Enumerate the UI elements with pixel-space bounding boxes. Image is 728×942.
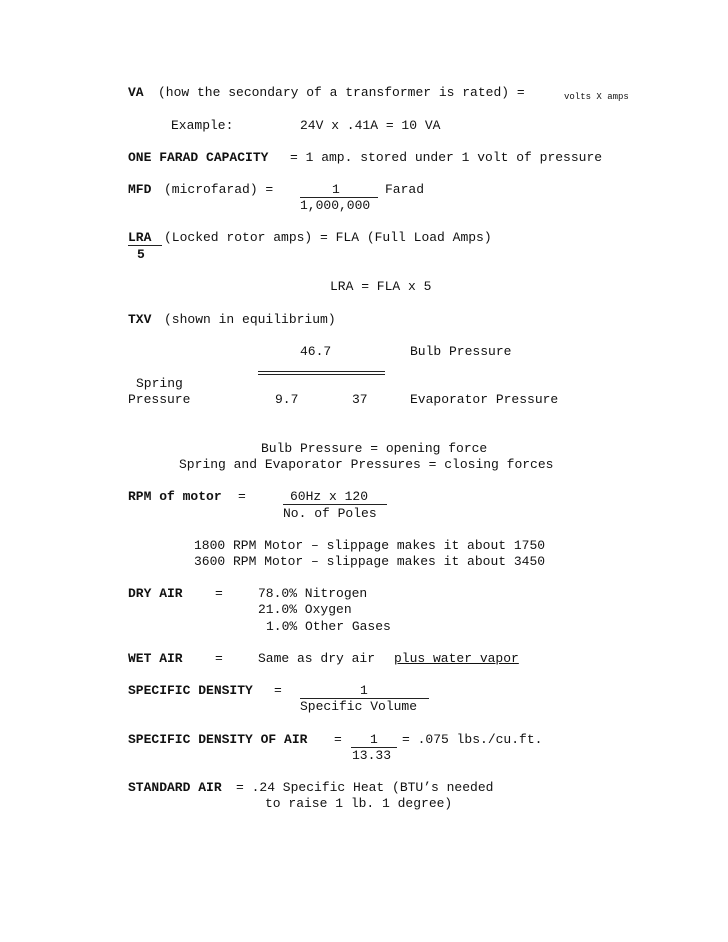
sd-air-numerator: 1 — [370, 732, 378, 747]
va-example-value: 24V x .41A = 10 VA — [300, 118, 441, 133]
mfd-term: MFD — [128, 182, 152, 197]
txv-bulb-value: 46.7 — [300, 344, 332, 359]
txv-divider-top — [258, 371, 385, 372]
farad-description: = 1 amp. stored under 1 volt of pressure — [290, 150, 603, 165]
sd-air-term: SPECIFIC DENSITY OF AIR — [128, 732, 308, 747]
specific-density-equals: = — [274, 683, 282, 698]
txv-opening-force: Bulb Pressure = opening force — [261, 441, 488, 456]
specific-density-denominator: Specific Volume — [300, 699, 418, 714]
rpm-fraction-bar — [283, 504, 387, 505]
sd-air-result: = .075 lbs./cu.ft. — [402, 732, 543, 747]
lra-term: LRA — [128, 230, 152, 245]
txv-closing-forces: Spring and Evaporator Pressures = closing forces — [179, 457, 554, 472]
mfd-description: (microfarad) = — [164, 182, 274, 197]
txv-evap-value: 37 — [352, 392, 368, 407]
specific-density-numerator: 1 — [360, 683, 368, 698]
txv-evap-label: Evaporator Pressure — [410, 392, 559, 407]
rpm-equals: = — [238, 489, 246, 504]
txv-term: TXV — [128, 312, 152, 327]
rpm-term: RPM of motor — [128, 489, 222, 504]
txv-description: (shown in equilibrium) — [164, 312, 336, 327]
va-example-label: Example: — [171, 118, 234, 133]
sd-air-denominator: 13.33 — [352, 748, 392, 763]
lra-fraction-bar — [128, 245, 162, 246]
sd-air-equals: = — [334, 732, 342, 747]
va-description: (how the secondary of a transformer is rated) = — [158, 85, 525, 100]
dry-air-term: DRY AIR — [128, 586, 183, 601]
standard-air-term: STANDARD AIR — [128, 780, 222, 795]
rpm-line-1800: 1800 RPM Motor – slippage makes it about 1750 — [194, 538, 546, 553]
rpm-denominator: No. of Poles — [283, 506, 377, 521]
txv-bulb-label: Bulb Pressure — [410, 344, 512, 359]
dry-air-other: 1.0% Other Gases — [266, 619, 391, 634]
wet-air-term: WET AIR — [128, 651, 183, 666]
dry-air-equals: = — [215, 586, 223, 601]
lra-description: (Locked rotor amps) = FLA (Full Load Amps) — [164, 230, 492, 245]
txv-pressure-label: Pressure — [128, 392, 191, 407]
specific-density-term: SPECIFIC DENSITY — [128, 683, 253, 698]
va-small-note: volts X amps — [564, 92, 629, 102]
wet-air-underlined: plus water vapor — [394, 651, 519, 666]
wet-air-description: Same as dry air — [258, 651, 376, 666]
txv-spring-label: Spring — [136, 376, 183, 391]
mfd-denominator: 1,000,000 — [300, 198, 371, 213]
va-term: VA — [128, 85, 144, 100]
mfd-numerator: 1 — [332, 182, 340, 197]
txv-spring-value: 9.7 — [275, 392, 299, 407]
rpm-numerator: 60Hz x 120 — [290, 489, 369, 504]
dry-air-oxygen: 21.0% Oxygen — [258, 602, 352, 617]
dry-air-nitrogen: 78.0% Nitrogen — [258, 586, 368, 601]
lra-denominator: 5 — [137, 247, 145, 262]
wet-air-equals: = — [215, 651, 223, 666]
mfd-unit: Farad — [385, 182, 425, 197]
lra-formula: LRA = FLA x 5 — [330, 279, 432, 294]
standard-air-description-2: to raise 1 lb. 1 degree) — [265, 796, 453, 811]
rpm-line-3600: 3600 RPM Motor – slippage makes it about 3450 — [194, 554, 546, 569]
farad-term: ONE FARAD CAPACITY — [128, 150, 269, 165]
standard-air-description: = .24 Specific Heat (BTU’s needed — [236, 780, 494, 795]
txv-divider-bottom — [258, 374, 385, 375]
